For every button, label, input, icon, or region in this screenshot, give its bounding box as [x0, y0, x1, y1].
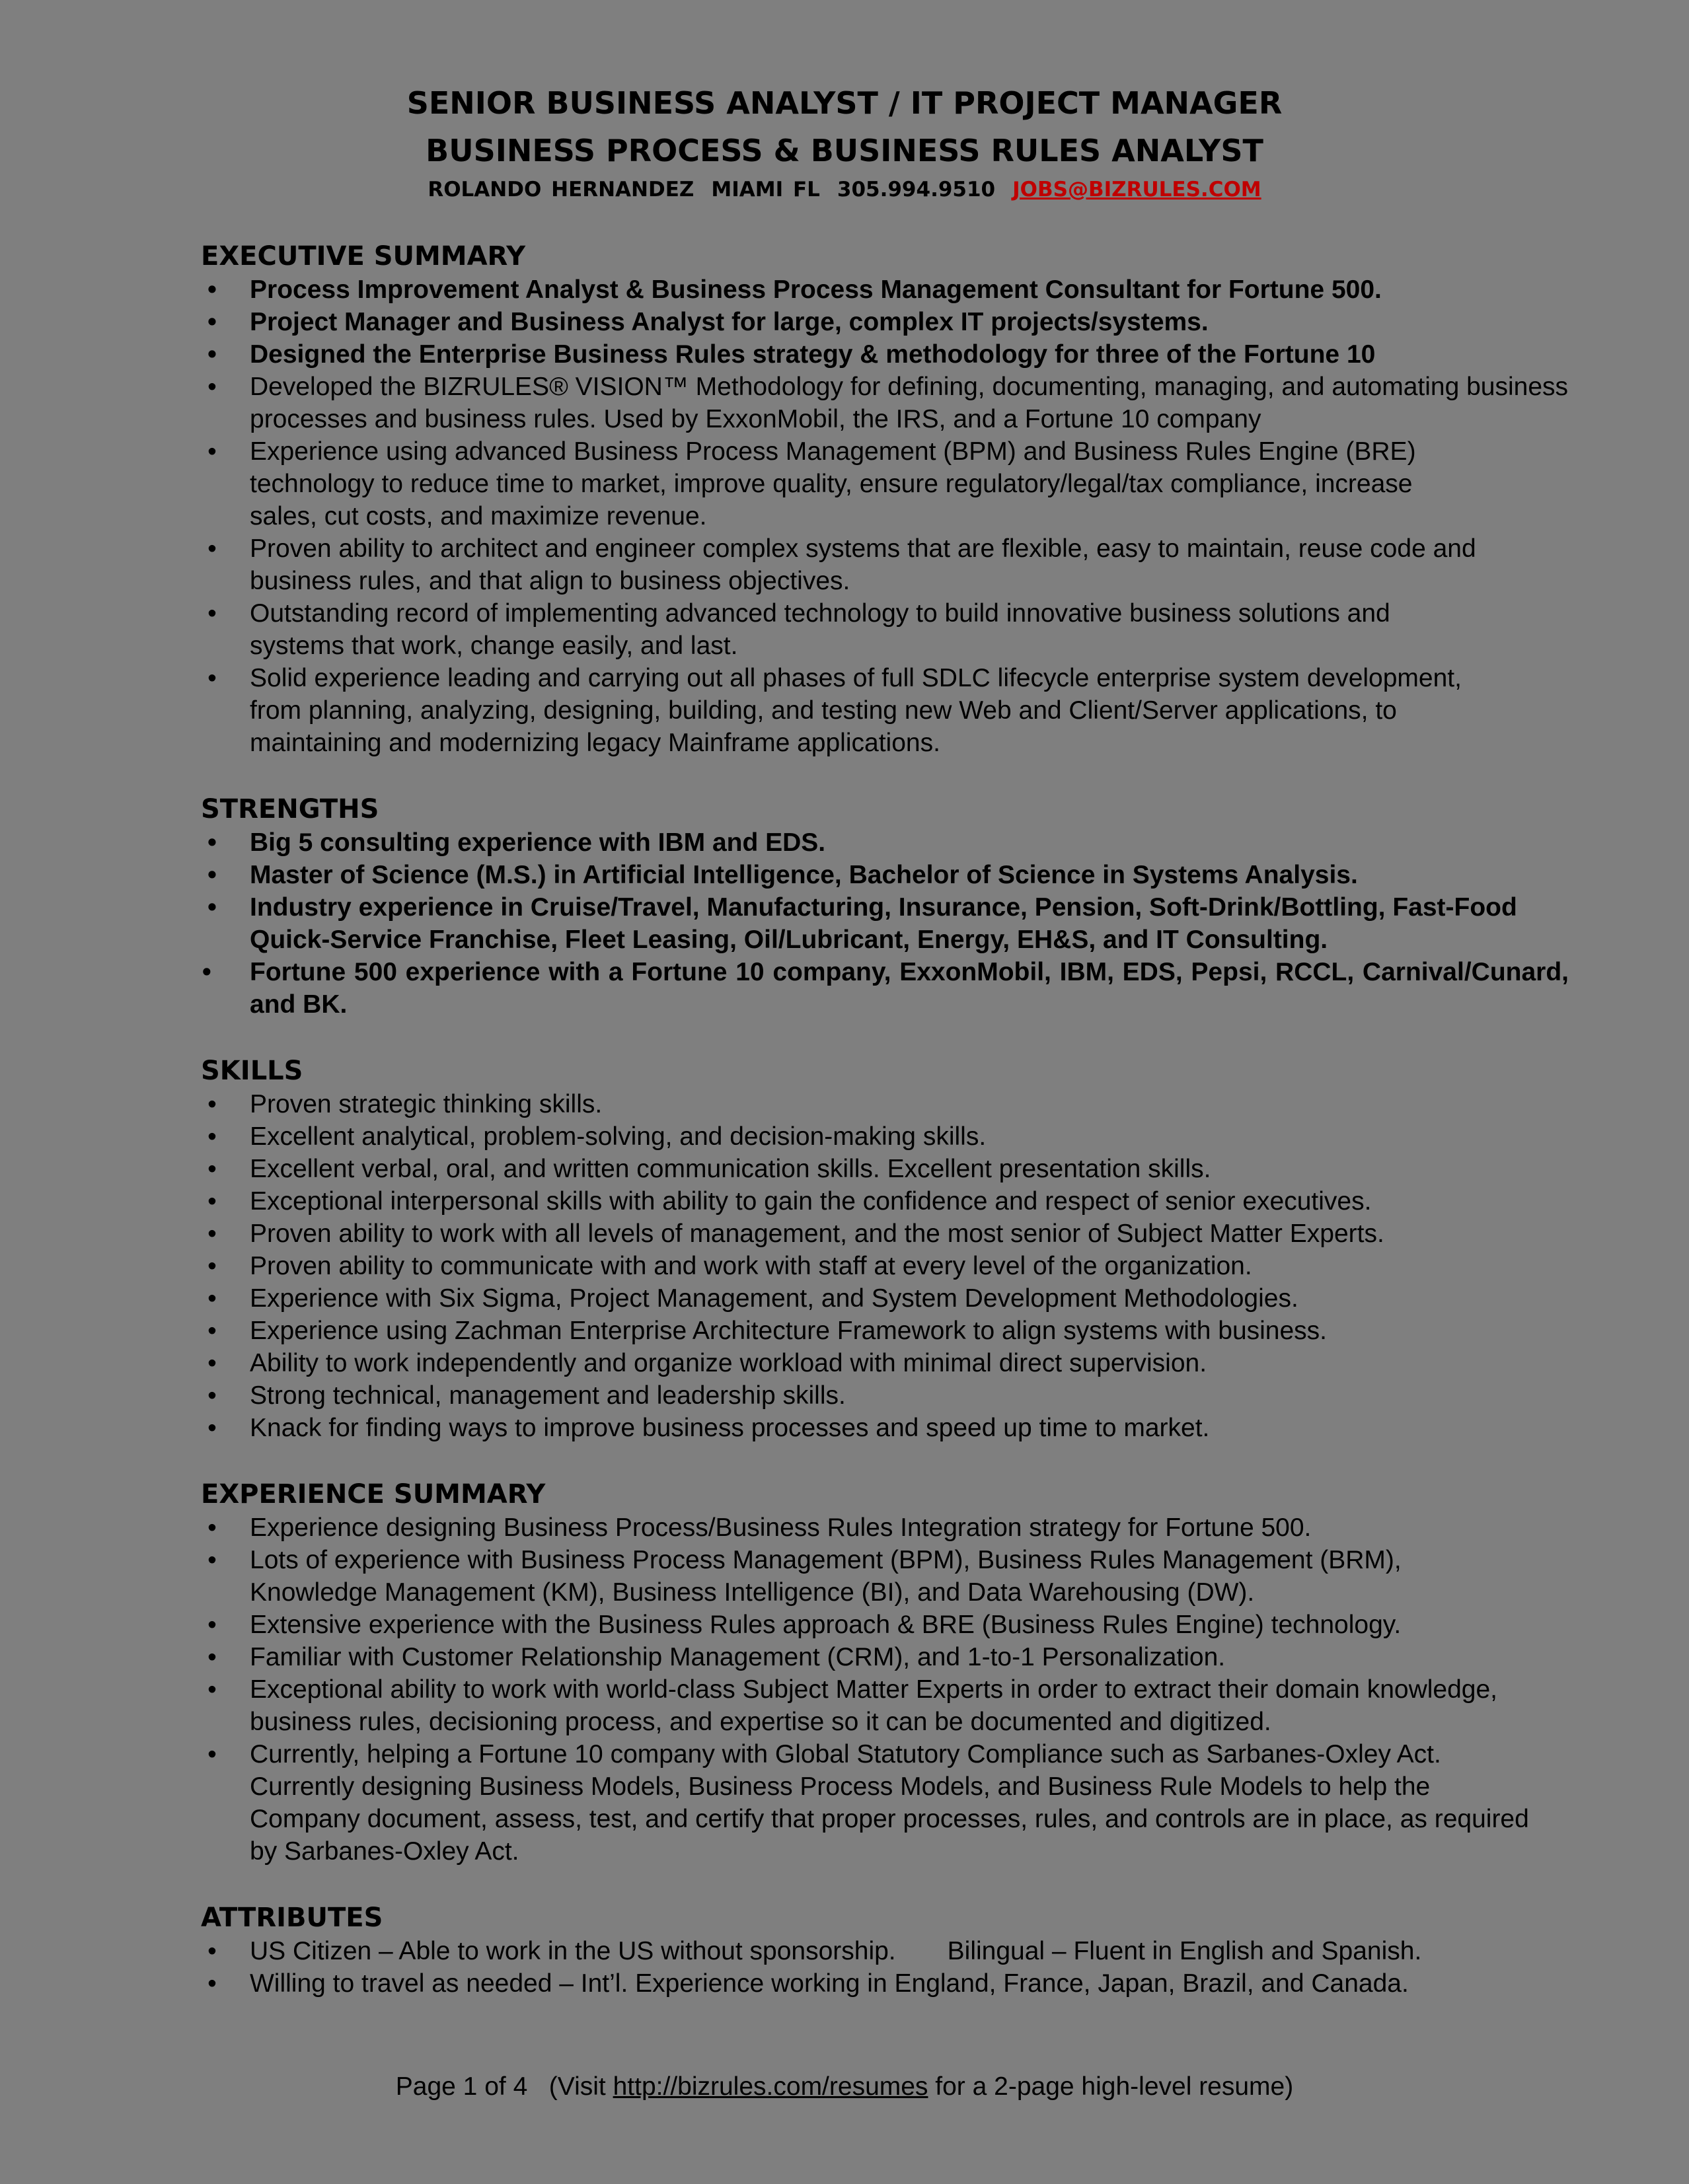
- list-item: • Knack for finding ways to improve business processes and speed up time to market.: [207, 1414, 1210, 1442]
- list-item: • Currently, helping a Fortune 10 company with Global Statutory Compliance such as Sarbanes-Oxley Act. Currently designing Business Models, Business Process Models, and Business Rule Models to help the Company document, assess, test, and certify that proper processes, rules, and controls are in place, as required by Sarbanes-Oxley Act.: [207, 1740, 1529, 1866]
- list-item: • Developed the BIZRULES® VISION™ Methodology for defining, documenting, managing, and automating business processes and business rules. Used by ExxonMobil, the IRS, and a Fortune 10 company: [207, 373, 1569, 433]
- contact-line: [0, 174, 1689, 205]
- citizen-text: US Citizen – Able to work in the US without sponsorship.: [250, 1937, 896, 1965]
- footer-visit-suffix: for a 2-page high-level resume): [935, 2072, 1294, 2101]
- list-item: • Ability to work independently and organize workload with minimal direct supervision.: [207, 1349, 1207, 1377]
- list-item: • Excellent analytical, problem-solving, and decision-making skills.: [207, 1122, 987, 1151]
- page-footer: [0, 2070, 1689, 2103]
- contact-email-link[interactable]: JOBS@BIZRULES.COM: [1012, 178, 1261, 201]
- resumes-link[interactable]: http://bizrules.com/resumes: [613, 2072, 928, 2101]
- list-item: • Proven ability to communicate with and work with staff at every level of the organization.: [207, 1252, 1252, 1280]
- list-item: • Solid experience leading and carrying out all phases of full SDLC lifecycle enterprise system development, from planning, analyzing, designing, building, and testing new Web and Client/Server applications, to maintaining and modernizing legacy Mainframe applications.: [207, 664, 1462, 757]
- skills-heading: SKILLS: [201, 1056, 303, 1086]
- list-item: • Extensive experience with the Business Rules approach & BRE (Business Rules Engine) technology.: [207, 1611, 1402, 1639]
- executive-summary-list: [201, 273, 1595, 759]
- resume-header: [0, 79, 1689, 205]
- list-item: • Willing to travel as needed – Int’l. Experience working in England, France, Japan, Brazil, and Canada.: [207, 1969, 1409, 1998]
- title-line-1: SENIOR BUSINESS ANALYST / IT PROJECT MANAGER: [406, 85, 1283, 121]
- list-item: • Exceptional ability to work with world-class Subject Matter Experts in order to extract their domain knowledge, business rules, decisioning process, and expertise so it can be documented and digitized.: [207, 1675, 1497, 1736]
- attributes-list: [201, 1935, 1595, 2000]
- list-item: • Strong technical, management and leadership skills.: [207, 1381, 846, 1410]
- list-item: • Outstanding record of implementing advanced technology to build innovative business solutions and systems that work, change easily, and last.: [207, 599, 1390, 660]
- list-item: • Experience using advanced Business Process Management (BPM) and Business Rules Engine (BRE) technology to reduce time to market, improve quality, ensure regulatory/legal/tax compliance, increase sales, cut costs, and maximize revenue.: [207, 437, 1416, 530]
- contact-location: MIAMI FL: [711, 178, 820, 201]
- list-item: • Process Improvement Analyst & Business Process Management Consultant for Fortune 500.: [207, 275, 1382, 304]
- list-item: • Industry experience in Cruise/Travel, Manufacturing, Insurance, Pension, Soft-Drink/Bottling, Fast-Food Quick-Service Franchise, Fleet Leasing, Oil/Lubricant, Energy, EH&S, and IT Consulting.: [207, 893, 1517, 954]
- contact-phone: 305.994.9510: [837, 178, 996, 201]
- list-item: • Lots of experience with Business Process Management (BPM), Business Rules Management (BRM), Knowledge Management (KM), Business Intelligence (BI), and Data Warehousing (DW).: [207, 1546, 1402, 1607]
- list-item: • Big 5 consulting experience with IBM and EDS.: [207, 828, 826, 857]
- list-item: • Proven ability to work with all levels of management, and the most senior of Subject Matter Experts.: [207, 1219, 1384, 1248]
- list-item: • Fortune 500 experience with a Fortune 10 company, ExxonMobil, IBM, EDS, Pepsi, RCCL, Carnival/Cunard, and BK.: [202, 958, 1569, 1019]
- attributes-heading: ATTRIBUTES: [201, 1903, 383, 1933]
- strengths-list: [201, 826, 1595, 1021]
- executive-summary-heading: EXECUTIVE SUMMARY: [201, 241, 526, 272]
- list-item: • US Citizen – Able to work in the US without sponsorship. Bilingual – Fluent in English and Spanish.: [207, 1937, 1422, 1965]
- contact-name: ROLANDO HERNANDEZ: [428, 178, 694, 201]
- list-item: • Exceptional interpersonal skills with ability to gain the confidence and respect of senior executives.: [207, 1187, 1372, 1216]
- list-item: • Master of Science (M.S.) in Artificial Intelligence, Bachelor of Science in Systems Analysis.: [207, 861, 1358, 889]
- footer-visit-prefix: (Visit: [548, 2072, 606, 2101]
- experience-summary-heading: EXPERIENCE SUMMARY: [201, 1479, 546, 1510]
- title-line-2: BUSINESS PROCESS & BUSINESS RULES ANALYST: [426, 133, 1263, 168]
- list-item: • Project Manager and Business Analyst for large, complex IT projects/systems.: [207, 308, 1209, 336]
- bilingual-text: Bilingual – Fluent in English and Spanish.: [947, 1937, 1422, 1965]
- list-item: • Experience with Six Sigma, Project Management, and System Development Methodologies.: [207, 1284, 1298, 1313]
- page-number: Page 1 of 4: [395, 2072, 528, 2101]
- strengths-heading: STRENGTHS: [201, 794, 379, 824]
- travel-text: Willing to travel as needed – Int’l. Experience working in England, France, Japan, Brazil, and Canada.: [250, 1969, 1409, 1998]
- list-item: • Experience using Zachman Enterprise Architecture Framework to align systems with business.: [207, 1317, 1328, 1345]
- list-item: • Proven ability to architect and engineer complex systems that are flexible, easy to maintain, reuse code and business rules, and that align to business objectives.: [207, 534, 1476, 595]
- list-item: • Excellent verbal, oral, and written communication skills. Excellent presentation skills.: [207, 1155, 1211, 1183]
- skills-list: [201, 1088, 1595, 1444]
- list-item: • Experience designing Business Process/Business Rules Integration strategy for Fortune 500.: [207, 1513, 1312, 1542]
- list-item: • Familiar with Customer Relationship Management (CRM), and 1-to-1 Personalization.: [207, 1643, 1226, 1671]
- resume-body: [201, 239, 1595, 2000]
- list-item: • Proven strategic thinking skills.: [207, 1090, 603, 1118]
- list-item: • Designed the Enterprise Business Rules strategy & methodology for three of the Fortune 10: [207, 340, 1376, 369]
- experience-summary-list: [201, 1511, 1595, 1868]
